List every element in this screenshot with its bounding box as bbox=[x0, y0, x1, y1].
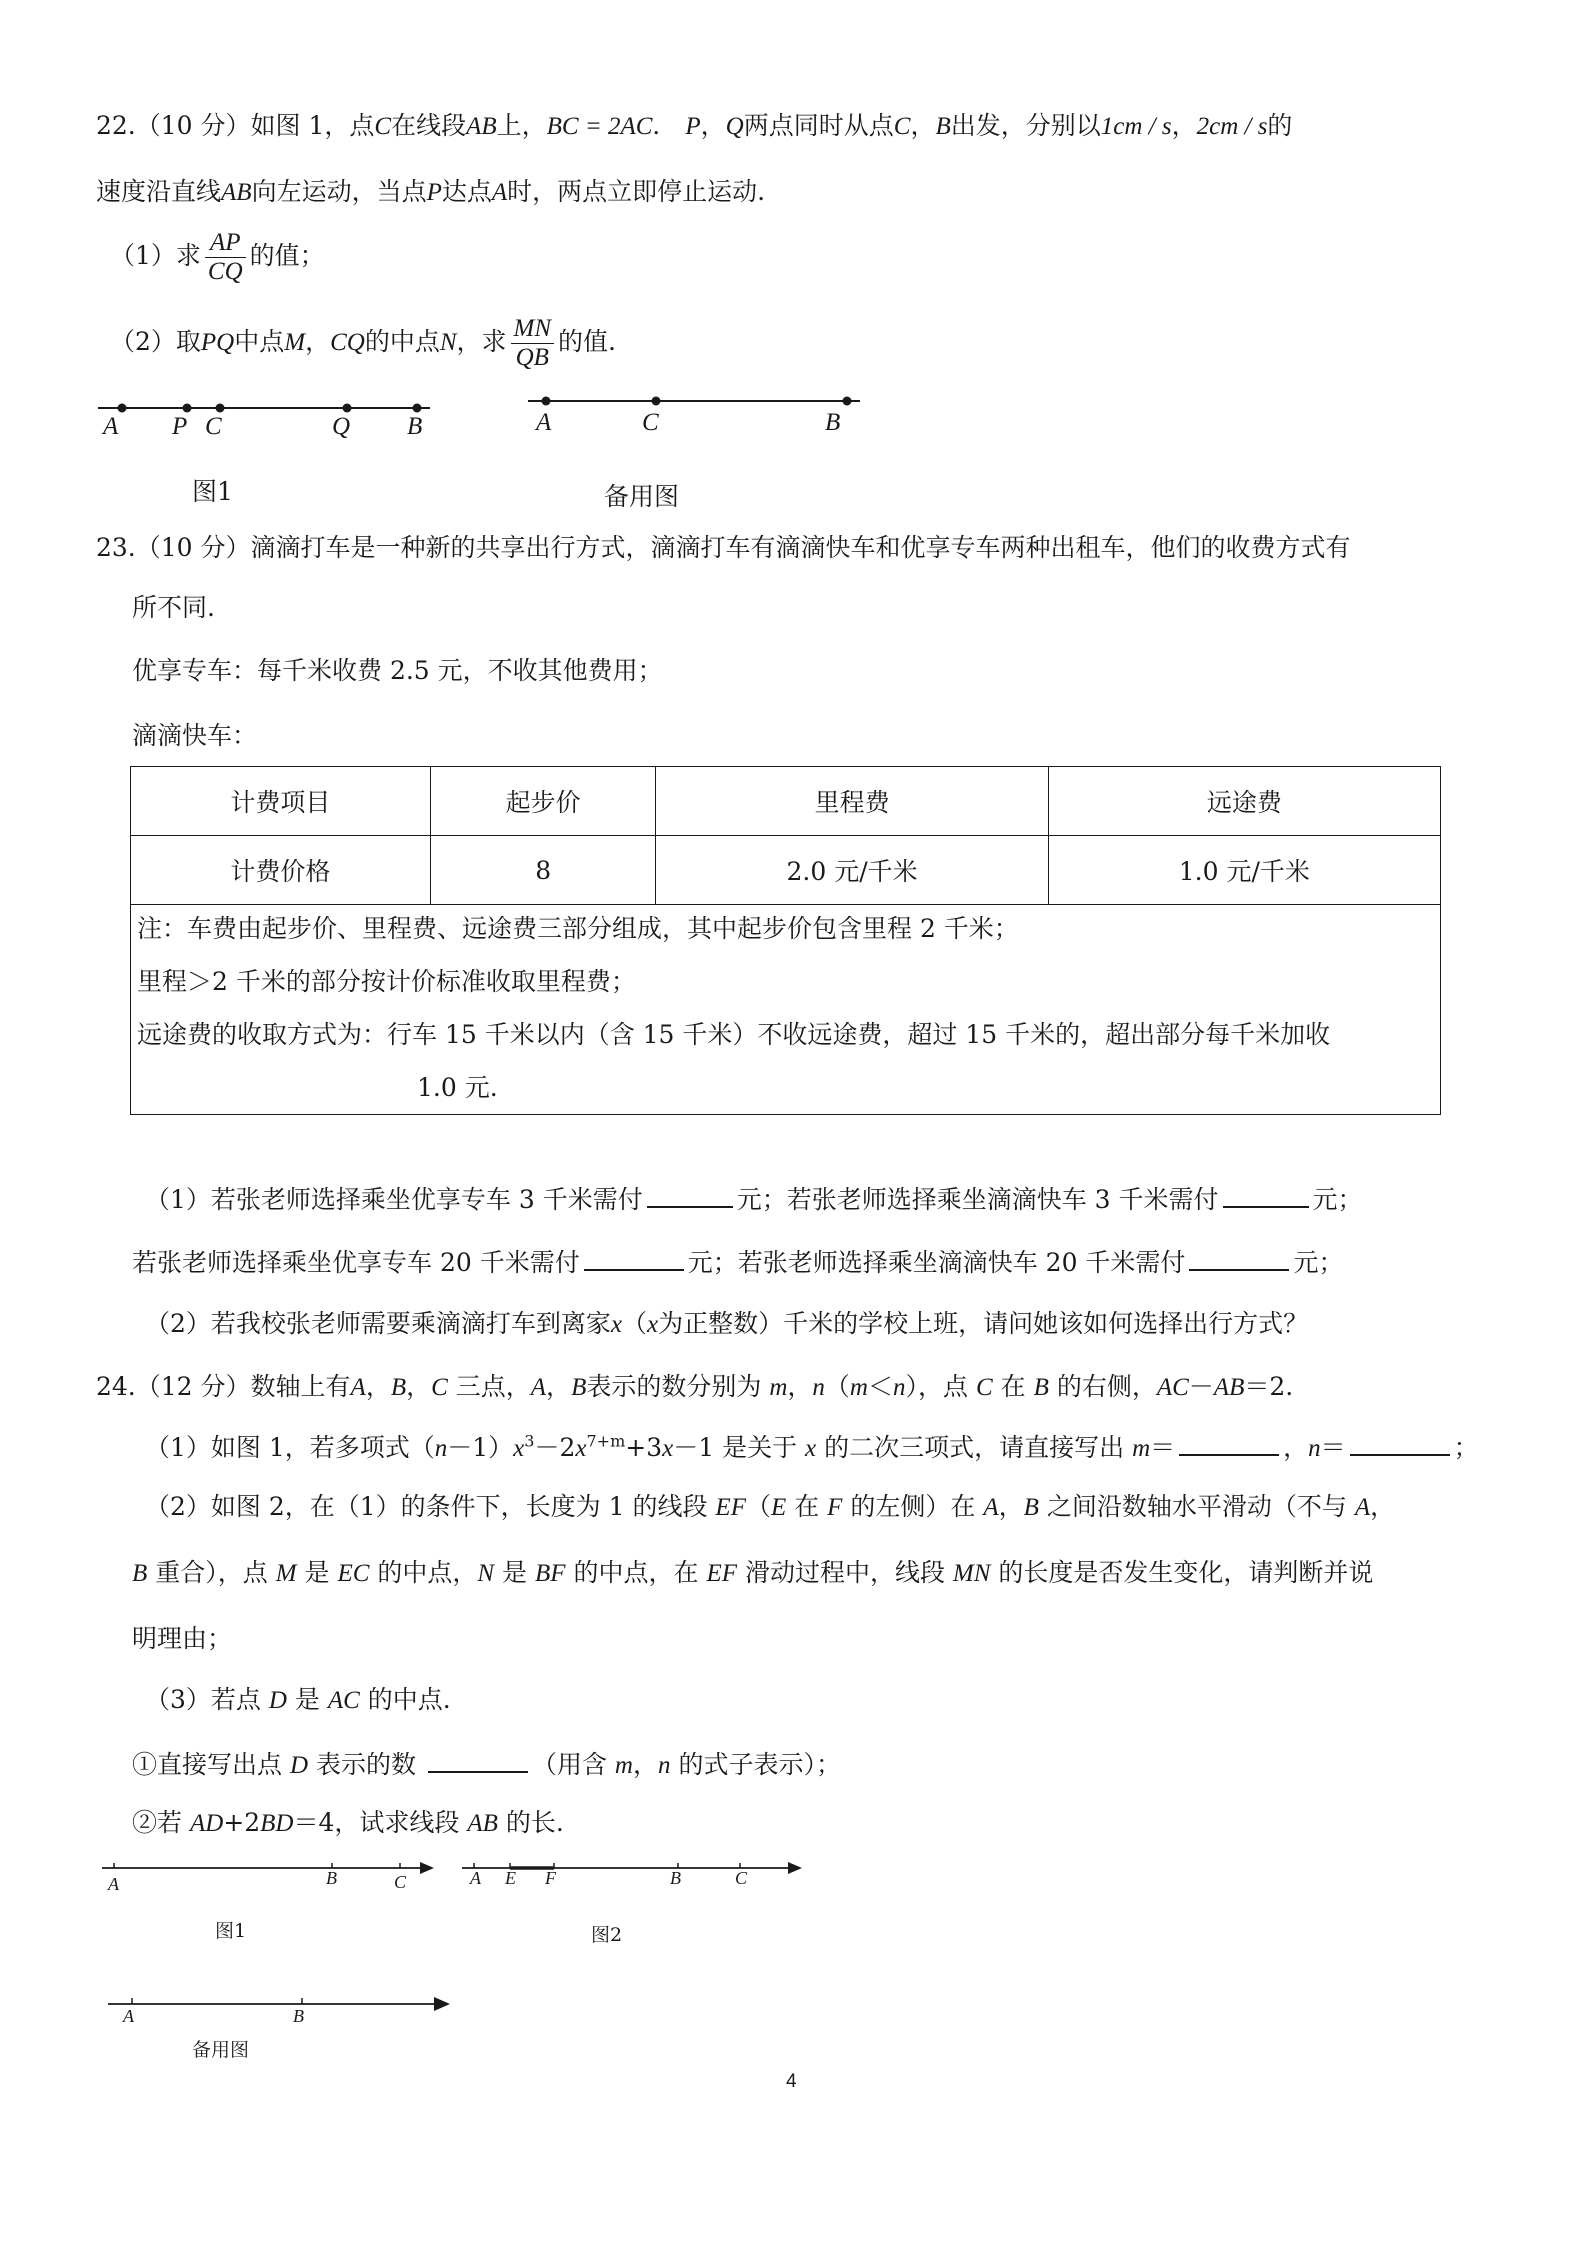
q24-spare-figure bbox=[106, 1996, 456, 2020]
note-line: 远途费的收取方式为：行车 15 千米以内（含 15 千米）不收远途费，超过 15 千米的，超出部分每千米加收 bbox=[137, 1020, 1331, 1049]
q24-line-1: 24.（12 分）数轴上有A，B，C 三点，A，B表示的数分别为 m，n（m＜n），点 C 在 B 的右侧，AC－AB＝2. bbox=[96, 1372, 1294, 1401]
q24-spare-label-a: A bbox=[123, 2006, 134, 2026]
fraction-ap-cq: $\frac{AP}{CQ}$ bbox=[205, 229, 246, 286]
answer-blank[interactable] bbox=[1189, 1245, 1289, 1271]
table-cell: 2.0 元/千米 bbox=[656, 836, 1048, 905]
table-header-cell: 计费项目 bbox=[131, 767, 431, 836]
point-c-dot bbox=[652, 397, 661, 406]
q24-part-3-i: ①直接写出点 D 表示的数 （用含 m，n 的式子表示）； bbox=[132, 1747, 841, 1782]
q23-line-4: 滴滴快车： bbox=[132, 721, 258, 750]
fraction-mn-qb: $\frac{MN}{QB}$ bbox=[511, 315, 555, 372]
table-cell: 1.0 元/千米 bbox=[1048, 836, 1440, 905]
q22-spare-caption: 备用图 bbox=[604, 482, 680, 511]
note-line: 里程＞2 千米的部分按计价标准收取里程费； bbox=[137, 967, 636, 996]
q24-part-2-line-2: B 重合），点 M 是 EC 的中点，N 是 BF 的中点，在 EF 滑动过程中，线段 MN 的长度是否发生变化，请判断并说 bbox=[132, 1558, 1374, 1587]
fig1-label-q: Q bbox=[332, 413, 351, 440]
answer-blank[interactable] bbox=[1350, 1430, 1450, 1456]
q24-fig2-label-c: C bbox=[735, 1868, 748, 1888]
q24-spare-label-b: B bbox=[293, 2006, 304, 2026]
q23-part-2: （2）若我校张老师需要乘滴滴打车到离家x（x为正整数）千米的学校上班，请问她该如何选择出行方式？ bbox=[145, 1309, 1309, 1338]
q23-line-1: 23.（10 分）滴滴打车是一种新的共享出行方式，滴滴打车有滴滴快车和优享专车两种出租车，他们的收费方式有 bbox=[96, 533, 1351, 562]
fig1-label-c: C bbox=[205, 413, 222, 440]
q24-fig2-label-e: E bbox=[505, 1868, 516, 1888]
table-header-cell: 远途费 bbox=[1048, 767, 1440, 836]
table-note-cell bbox=[131, 905, 1441, 1115]
point-c-dot bbox=[216, 404, 225, 413]
q24-part-2-line-1: （2）如图 2，在（1）的条件下，长度为 1 的线段 EF（E 在 F 的左侧）在 A，B 之间沿数轴水平滑动（不与 A， bbox=[145, 1492, 1396, 1521]
q24-fig1-label-a: A bbox=[108, 1874, 119, 1894]
point-a-dot bbox=[542, 397, 551, 406]
q22-fig1-caption: 图1 bbox=[192, 477, 233, 506]
q24-fig2-label-f: F bbox=[545, 1868, 556, 1888]
answer-blank[interactable] bbox=[1223, 1182, 1309, 1208]
q24-fig2-label-a: A bbox=[470, 1868, 481, 1888]
q22-spare-figure bbox=[524, 391, 864, 421]
q24-fig1-label-c: C bbox=[394, 1872, 407, 1892]
point-b-dot bbox=[413, 404, 422, 413]
table-cell: 计费价格 bbox=[131, 836, 431, 905]
q23-part-1-line-2: 若张老师选择乘坐优享专车 20 千米需付 元；若张老师选择乘坐滴滴快车 20 千米需付 元； bbox=[132, 1245, 1343, 1279]
answer-blank[interactable] bbox=[1179, 1430, 1279, 1456]
point-a-dot bbox=[118, 404, 127, 413]
answer-blank[interactable] bbox=[428, 1747, 528, 1773]
q24-fig1-label-b: B bbox=[326, 1868, 337, 1888]
fig1-label-p: P bbox=[172, 413, 188, 440]
fig1-label-a: A bbox=[103, 413, 119, 440]
q24-part-3-ii: ②若 AD+2BD＝4，试求线段 AB 的长. bbox=[132, 1808, 564, 1837]
fig1-label-b: B bbox=[407, 413, 423, 440]
q22-figure-1 bbox=[90, 396, 450, 436]
q23-part-1-line-1: （1）若张老师选择乘坐优享专车 3 千米需付 元；若张老师选择乘坐滴滴快车 3 千米需付 元； bbox=[145, 1182, 1363, 1216]
q22-line-2: 速度沿直线AB向左运动，当点P达点A时，两点立即停止运动. bbox=[96, 177, 766, 206]
arrow-head bbox=[434, 1997, 450, 2011]
q24-part-2-line-3: 明理由； bbox=[132, 1624, 233, 1653]
fee-table bbox=[130, 766, 1441, 1115]
answer-blank[interactable] bbox=[584, 1245, 684, 1271]
q24-figure-1 bbox=[100, 1860, 440, 1884]
q24-part-1: （1）如图 1，若多项式$(n-1)x^3-2x^{7+m}+3x-1$ 是关于 x 的二次三项式，请直接写出 m＝ ，n＝ ； bbox=[145, 1431, 1479, 1462]
note-line: 注：车费由起步价、里程费、远途费三部分组成，其中起步价包含里程 2 千米； bbox=[137, 914, 1019, 943]
table-row bbox=[131, 836, 1441, 905]
q24-part-3: （3）若点 D 是 AC 的中点. bbox=[145, 1685, 451, 1714]
table-header-cell: 里程费 bbox=[656, 767, 1048, 836]
spare-label-b: B bbox=[825, 409, 841, 436]
spare-label-a: A bbox=[536, 409, 552, 436]
table-header-cell: 起步价 bbox=[430, 767, 656, 836]
q23-line-2: 所不同. bbox=[132, 593, 215, 622]
answer-blank[interactable] bbox=[647, 1182, 733, 1208]
q22-line-1: 22.（10 分）如图 1，点C在线段AB上，BC = 2AC． P，Q两点同时从点C，B出发，分别以1cm / s，2cm / s的 bbox=[96, 111, 1293, 140]
point-b-dot bbox=[843, 397, 852, 406]
point-p-dot bbox=[183, 404, 192, 413]
arrow-head bbox=[420, 1862, 434, 1874]
q22-part-1: （1）求 $\frac{AP}{CQ}$ 的值； bbox=[110, 229, 325, 285]
spare-label-c: C bbox=[642, 409, 659, 436]
table-row bbox=[131, 767, 1441, 836]
page-number: 4 bbox=[786, 2071, 797, 2092]
note-line: 1.0 元. bbox=[417, 1073, 498, 1102]
arrow-head bbox=[788, 1862, 802, 1874]
table-note-row bbox=[131, 905, 1441, 1115]
table-cell: 8 bbox=[430, 836, 656, 905]
q24-spare-caption: 备用图 bbox=[192, 2039, 250, 2061]
q24-fig1-caption: 图1 bbox=[215, 1920, 247, 1942]
q22-part-2: （2）取PQ中点M，CQ的中点N，求 $\frac{MN}{QB}$ 的值. bbox=[110, 315, 616, 371]
point-q-dot bbox=[343, 404, 352, 413]
q23-line-3: 优享专车：每千米收费 2.5 元，不收其他费用； bbox=[132, 656, 663, 685]
q24-fig2-label-b: B bbox=[670, 1868, 681, 1888]
q24-fig2-caption: 图2 bbox=[591, 1924, 623, 1946]
